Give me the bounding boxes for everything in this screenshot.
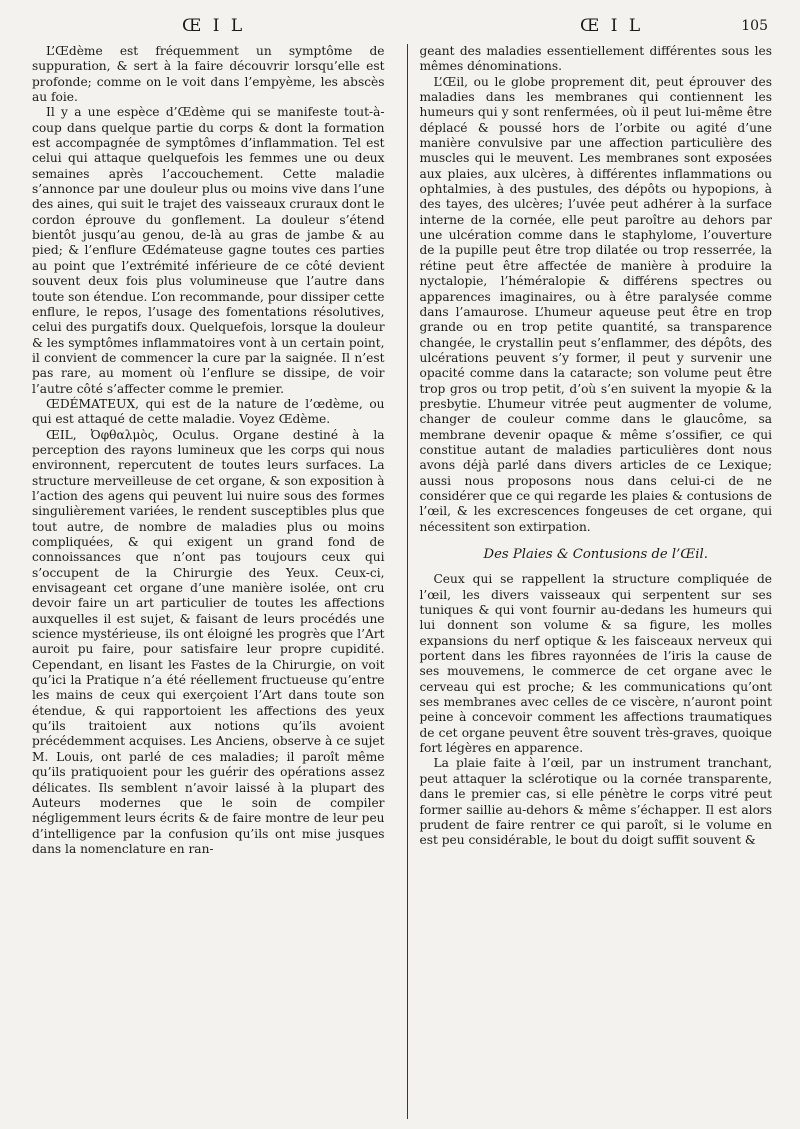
header-right-title: Œ I L [580,16,644,36]
paragraph: Ceux qui se rappellent la structure compliquée de l’œil, les divers vaisseaux qui serpentent sur ses tuniques & qui vont fournir au-dedans les humeurs qui lui donnent son volume & sa figure, les molles expansions du nerf optique & les faisceaux nerveux qui portent dans les fibres rayonnées de l’iris la cause de ses mouvemens, le commerce de cet organe avec le cerveau qui est proche; & les communications qu’ont ses membranes avec celles de ce viscère, n’auront point peine à concevoir comment les affections traumatiques de cet organe peuvent être souvent très-graves, quoique fort légères en apparence. [419,572,772,756]
header-left-title: Œ I L [182,16,246,36]
paragraph: ŒDÉMATEUX, qui est de la nature de l’œdème, ou qui est attaqué de cette maladie. Voyez Œdème. [32,396,385,427]
running-header [32,14,772,40]
section-title: Des Plaies & Contusions de l’Œil. [483,547,708,562]
paragraph: geant des maladies essentiellement différentes sous les mêmes dénominations. [419,44,772,74]
right-column [419,44,772,1119]
page-number: 105 [741,18,768,34]
column-divider [407,44,408,1119]
left-column [32,44,385,1119]
paragraph: L’Œil, ou le globe proprement dit, peut éprouver des maladies dans les membranes qui contiennent les humeurs qui y sont renfermées, où il peut lui-même être déplacé & poussé hors de l’orbite ou agité d’une manière convulsive par une affection particulière des muscles qui le meuvent. Les membranes sont exposées aux plaies, aux ulcères, à différentes inflammations ou ophtalmies, à des pustules, des dépôts ou hypopions, à des tayes, des ulcères; l’uvée peut adhérer à la surface interne de la cornée, elle peut paroître au dehors par une ulcération comme dans le staphylome, l’ouverture de la pupille peut être trop dilatée ou trop resserrée, la rétine peut être affectée de manière à produire la nyctalopie, l’héméralopie & différens spectres ou apparences imaginaires, ou à être paralysée comme dans l’amaurose. L’humeur aqueuse peut être en trop grande ou en trop petite quantité, sa transparence changée, le crystallin peut s’enflammer, des dépôts, des ulcérations peuvent s’y former, il peut y survenir une opacité comme dans la cataracte; son volume peut être trop gros ou trop petit, d’où s’en suivent la myopie & la presbytie. L’humeur vitrée peut augmenter de volume, changer de couleur comme dans le glaucôme, sa membrane devenir opaque & même s’ossifier, ce qui constitue autant de maladies particulières dont nous avons déjà parlé dans divers articles de ce Lexique; aussi nous proposons nous dans celui-ci de ne considérer que ce qui regarde les plaies & contusions de l’œil, & les excrescences fongeuses de cet organe, qui nécessitent son extirpation. [419,74,772,534]
paragraph: L’Œdème est fréquemment un symptôme de suppuration, & sert à la faire découvrir lorsqu’elle est profonde; comme on le voit dans l’empyème, les abscès au foie. [32,44,385,105]
paragraph: La plaie faite à l’œil, par un instrument tranchant, peut attaquer la sclérotique ou la cornée transparente, dans le premier cas, si elle pénètre le corps vitré peut former saillie au-dehors & même s’échapper. Il est alors prudent de faire rentrer ce qui paroît, si le volume en est peu considérable, le bout du doigt suffit souvent & [419,756,772,848]
paragraph: ŒIL, Ὀφθαλμὸς, Oculus. Organe destiné à la perception des rayons lumineux que les corps qui nous environnent, repercutent de toutes leurs surfaces. La structure merveilleuse de cet organe, & son exposition à l’action des agens qui peuvent lui nuire sous des formes singulièrement variées, le rendent susceptibles plus que tout autre, de nombre de maladies plus ou moins compliquées, & qui exigent un grand fond de connoissances que n’ont pas toujours ceux qui s’occupent de la Chirurgie des Yeux. Ceux-ci, envisageant cet organe d’une manière isolée, ont cru devoir faire un art particulier de toutes les affections auxquelles il est sujet, & faisant de leurs procédés une science mystérieuse, ils ont éloigné les progrès que l’Art auroit pu faire, pour satisfaire leur propre cupidité. Cependant, en lisant les Fastes de la Chirurgie, on voit qu’ici la Pratique n’a été réellement fructueuse qu’entre les mains de ceux qui exerçoient l’Art dans toute son étendue, & qui rapportoient les affections des yeux qu’ils traitoient aux notions qu’ils avoient précédemment acquises. Les Anciens, observe à ce sujet M. Louis, ont parlé de ces maladies; il paroît même qu’ils pratiquoient pour les guérir des opérations assez délicates. Ils semblent n’avoir laissé à la plupart des Auteurs modernes que le soin de compiler négligemment leurs écrits & de faire montre de leur peu d’intelligence par la confusion qu’ils ont mise jusques dans la nomenclature en ran- [32,427,385,856]
text-columns [32,44,772,1119]
paragraph: Il y a une espèce d’Œdème qui se manifeste tout-à-coup dans quelque partie du corps & dont la formation est accompagnée de symptômes d’inflammation. Tel est celui qui attaque quelquefois les femmes une ou deux semaines après l’accouchement. Cette maladie s’annonce par une douleur plus ou moins vive dans l’une des aines, qui suit le trajet des vaisseaux cruraux dont le cordon éprouve du gonflement. La douleur s’étend bientôt jusqu’au genou, de-là au gras de jambe & au pied; & l’enflure Œdémateuse gagne toutes ces parties au point que l’extrémité inférieure de ce côté devient souvent deux fois plus volumineuse que l’autre dans toute son étendue. L’on recommande, pour dissiper cette enflure, le repos, l’usage des fomentations résolutives, celui des purgatifs doux. Quelquefois, lorsque la douleur & les symptômes inflammatoires vont à un certain point, il convient de commencer la cure par la saignée. Il n’est pas rare, au moment où l’enflure se dissipe, de voir l’autre côté s’affecter comme le premier. [32,105,385,396]
